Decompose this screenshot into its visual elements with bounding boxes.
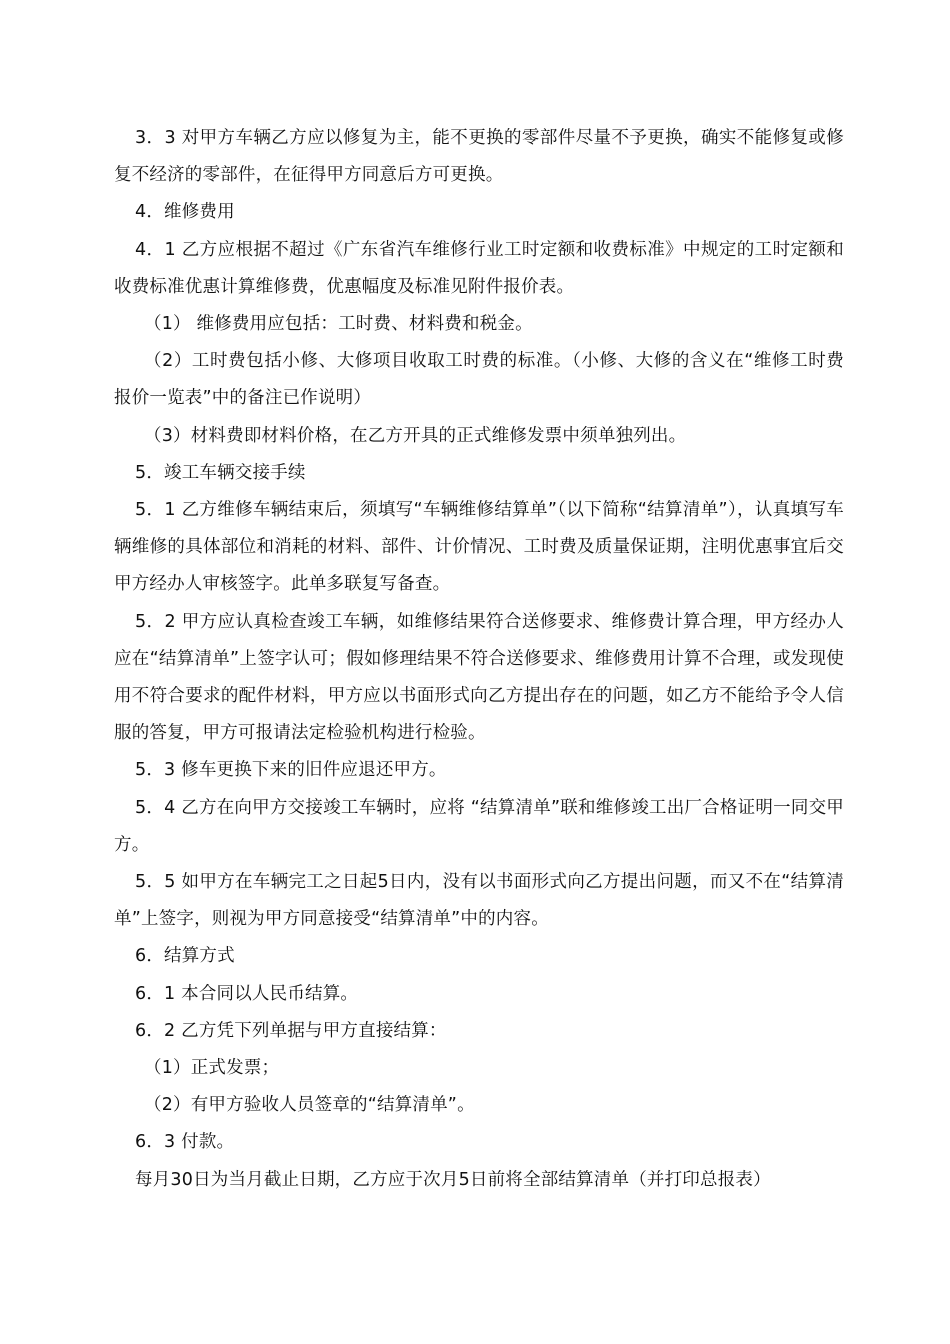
paragraph-5-3: 5．3 修车更换下来的旧件应退还甲方。	[135, 760, 447, 781]
heading-4-repair-fees: 4．维修费用	[135, 202, 235, 223]
paragraph-5-1: 5．1 乙方维修车辆结束后，须填写“车辆维修结算单”（以下简称“结算清单”），认真填写车辆维修的具体部位和消耗的材料、部件、计价情况、工时费及质量保证期，注明优惠事宜后交甲方经办人审核签字。此单多联复写备查。	[114, 500, 844, 595]
paragraph-5-4: 5．4 乙方在向甲方交接竣工车辆时，应将 “结算清单”联和维修竣工出厂合格证明一同交甲方。	[114, 797, 844, 855]
paragraph-6-1: 6．1 本合同以人民币结算。	[135, 983, 359, 1004]
paragraph-3-3: 3．3 对甲方车辆乙方应以修复为主，能不更换的零部件尽量不予更换，确实不能修复或修复不经济的零部件，在征得甲方同意后方可更换。	[114, 128, 844, 186]
heading-6-settlement: 6．结算方式	[135, 946, 235, 967]
paragraph-4-1: 4．1 乙方应根据不超过《广东省汽车维修行业工时定额和收费标准》中规定的工时定额和收费标准优惠计算维修费，优惠幅度及标准见附件报价表。	[114, 239, 844, 297]
paragraph-6-2-item-2: （2）有甲方验收人员签章的“结算清单”。	[144, 1095, 475, 1116]
document-body	[114, 120, 844, 1199]
paragraph-6-2-item-1: （1）正式发票；	[144, 1058, 280, 1079]
paragraph-4-1-item-3: （3）材料费即材料价格，在乙方开具的正式维修发票中须单独列出。	[144, 425, 687, 446]
paragraph-6-2: 6．2 乙方凭下列单据与甲方直接结算：	[135, 1020, 447, 1041]
paragraph-5-5: 5．5 如甲方在车辆完工之日起5日内，没有以书面形式向乙方提出问题，而又不在“结算清单”上签字，则视为甲方同意接受“结算清单”中的内容。	[114, 872, 844, 930]
paragraph-5-2: 5．2 甲方应认真检查竣工车辆，如维修结果符合送修要求、维修费计算合理，甲方经办人应在“结算清单”上签字认可；假如修理结果不符合送修要求、维修费用计算不合理，或发现使用不符合要求的配件材料，甲方应以书面形式向乙方提出存在的问题，如乙方不能给予令人信服的答复，甲方可报请法定检验机构进行检验。	[114, 611, 844, 744]
heading-5-handover: 5．竣工车辆交接手续	[135, 462, 306, 483]
paragraph-6-3: 6．3 付款。	[135, 1132, 235, 1153]
paragraph-4-1-item-2: （2）工时费包括小修、大修项目收取工时费的标准。（小修、大修的含义在“维修工时费报价一览表”中的备注已作说明）	[114, 351, 844, 409]
paragraph-4-1-item-1: （1） 维修费用应包括：工时费、材料费和税金。	[144, 314, 533, 335]
paragraph-6-3-detail: 每月30日为当月截止日期，乙方应于次月5日前将全部结算清单（并打印总报表）	[135, 1169, 771, 1190]
